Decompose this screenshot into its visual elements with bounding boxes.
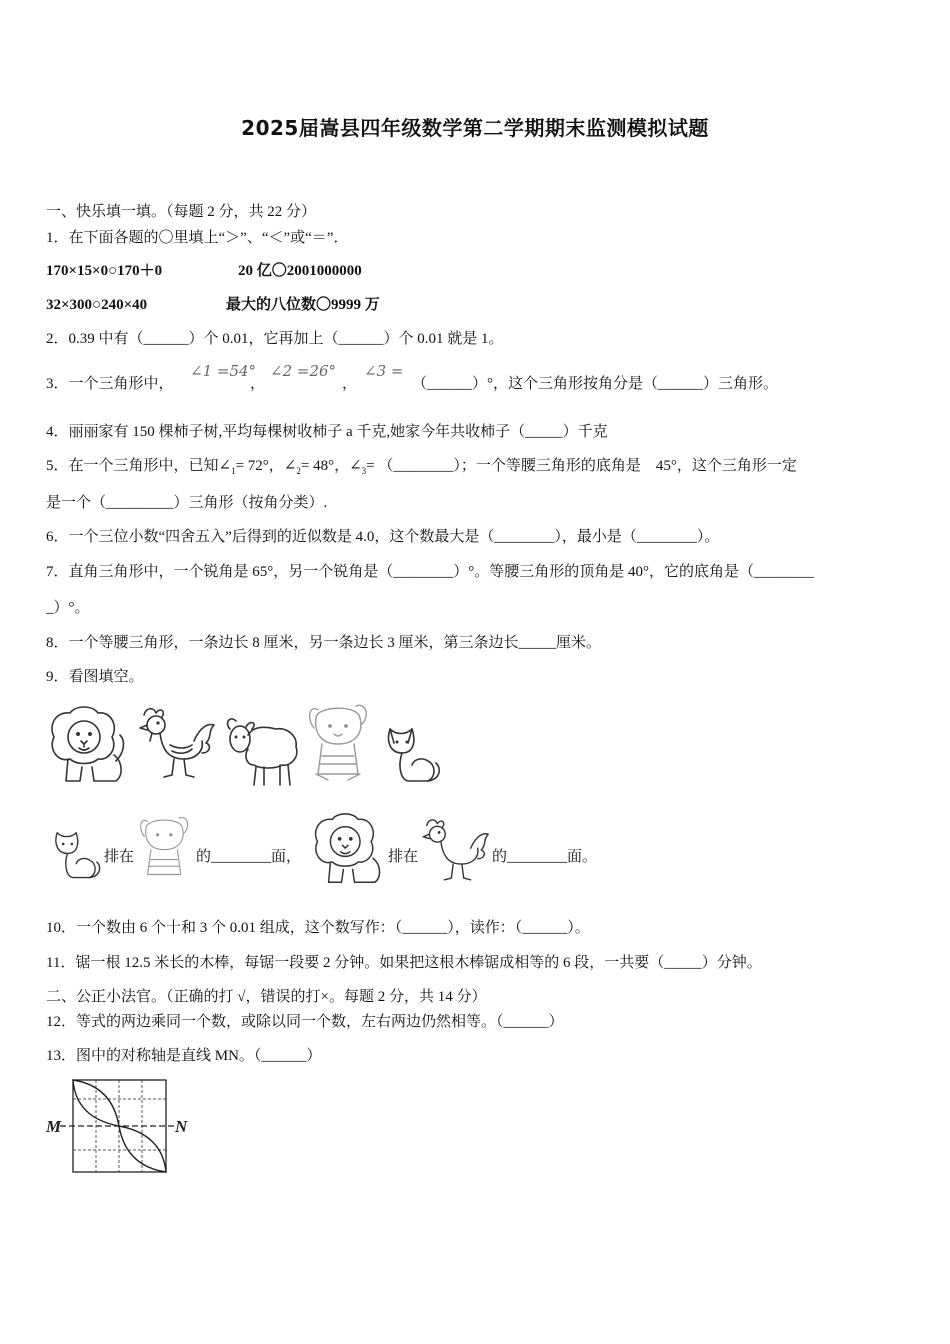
label-n: N [175,1117,188,1136]
question-7-line-1: 7．直角三角形中，一个锐角是 65°，另一个锐角是（________）°。等腰三角形的顶角是 40°，它的底角是（________ [46,564,814,580]
question-3-prefix: 3．一个三角形中， [46,376,174,392]
question-9-stem: 9．看图填空。 [46,669,144,685]
question-1-stem: 1．在下面各题的〇里填上“＞”、“＜”或“＝”． [46,230,349,246]
question-5-part-1: 5．在一个三角形中，已知∠ [46,458,232,474]
question-8: 8．一个等腰三角形，一条边长 8 厘米，另一条边长 3 厘米，第三条边长_____厘米。 [46,635,602,651]
rooster-illustration [134,705,216,781]
puppy-illustration [304,700,374,784]
puppy-small-illustration [136,810,194,886]
question-3-sep-1: ， [250,376,266,392]
question-1-a: 170×15×0○170＋0 [46,263,163,279]
question-1-b: 20 亿〇2001000000 [238,263,362,279]
question-5-line-1 [46,456,797,481]
question-1-d: 最大的八位数〇9999 万 [226,297,380,313]
question-9-arrange-1: 排在 [104,849,135,865]
question-13: 13．图中的对称轴是直线 MN。（______） [46,1048,322,1064]
question-1-c: 32×300○240×40 [46,297,148,313]
question-12: 12．等式的两边乘同一个数，或除以同一个数，左右两边仍然相等。（______） [46,1014,564,1030]
question-3-angle-1: ∠1 =54° [190,362,257,380]
kitten-illustration [384,725,442,787]
question-3-sep-2: ， [342,376,358,392]
question-6: 6．一个三位小数“四舍五入”后得到的近似数是 4.0，这个数最大是（________），最小是（________）。 [46,529,720,545]
lion-illustration [46,705,128,785]
question-3-suffix: （______）°，这个三角形按角分是（______）三角形。 [412,376,779,392]
sheep-illustration [220,715,300,787]
rooster-small-illustration [418,816,490,884]
question-5-sub-3: 3 [361,466,367,476]
question-11: 11．锯一根 12.5 米长的木棒，每锯一段要 2 分钟。如果把这根木棒锯成相等的 6 段，一共要（_____）分钟。 [46,955,762,971]
question-5-line-2: 是一个（_________）三角形（按角分类）. [46,495,328,511]
question-10: 10．一个数由 6 个十和 3 个 0.01 组成，这个数写作：（______），读作：（______）。 [46,920,590,936]
section-1-heading: 一、快乐填一填。（每题 2 分，共 22 分） [46,204,317,220]
question-5-part-2: = 72°，∠ [235,458,297,474]
question-9-fill-1: 的________面， [196,849,302,865]
lion-small-illustration [310,812,386,886]
question-7-line-2: _）°。 [46,600,90,616]
kitten-small-illustration [52,828,102,884]
question-2: 2．0.39 中有（______）个 0.01，它再加上（______）个 0.01 就是 1。 [46,331,504,347]
question-4: 4．丽丽家有 150 棵柿子树,平均每棵树收柿子 a 千克,她家今年共收柿子（_____）千克 [46,424,608,440]
symmetry-figure [46,1078,196,1178]
question-5-sub-2: 2 [296,466,301,476]
question-9-arrange-2: 排在 [388,849,419,865]
label-m: M [46,1117,62,1136]
section-2-heading: 二、公正小法官。（正确的打 √，错误的打×。每题 2 分，共 14 分） [46,989,487,1005]
question-5-part-4: = （________）；一个等腰三角形的底角是 45°，这个三角形一定 [366,458,797,474]
page-title: 2025届嵩县四年级数学第二学期期末监测模拟试题 [241,116,709,140]
question-3-angle-2: ∠2 =26° [270,362,337,380]
question-3-angle-3: ∠3 = [364,362,404,380]
question-9-fill-2: 的________面。 [492,849,598,865]
question-5-sub-1: 1 [231,466,236,476]
question-5-part-3: = 48°，∠ [300,458,362,474]
